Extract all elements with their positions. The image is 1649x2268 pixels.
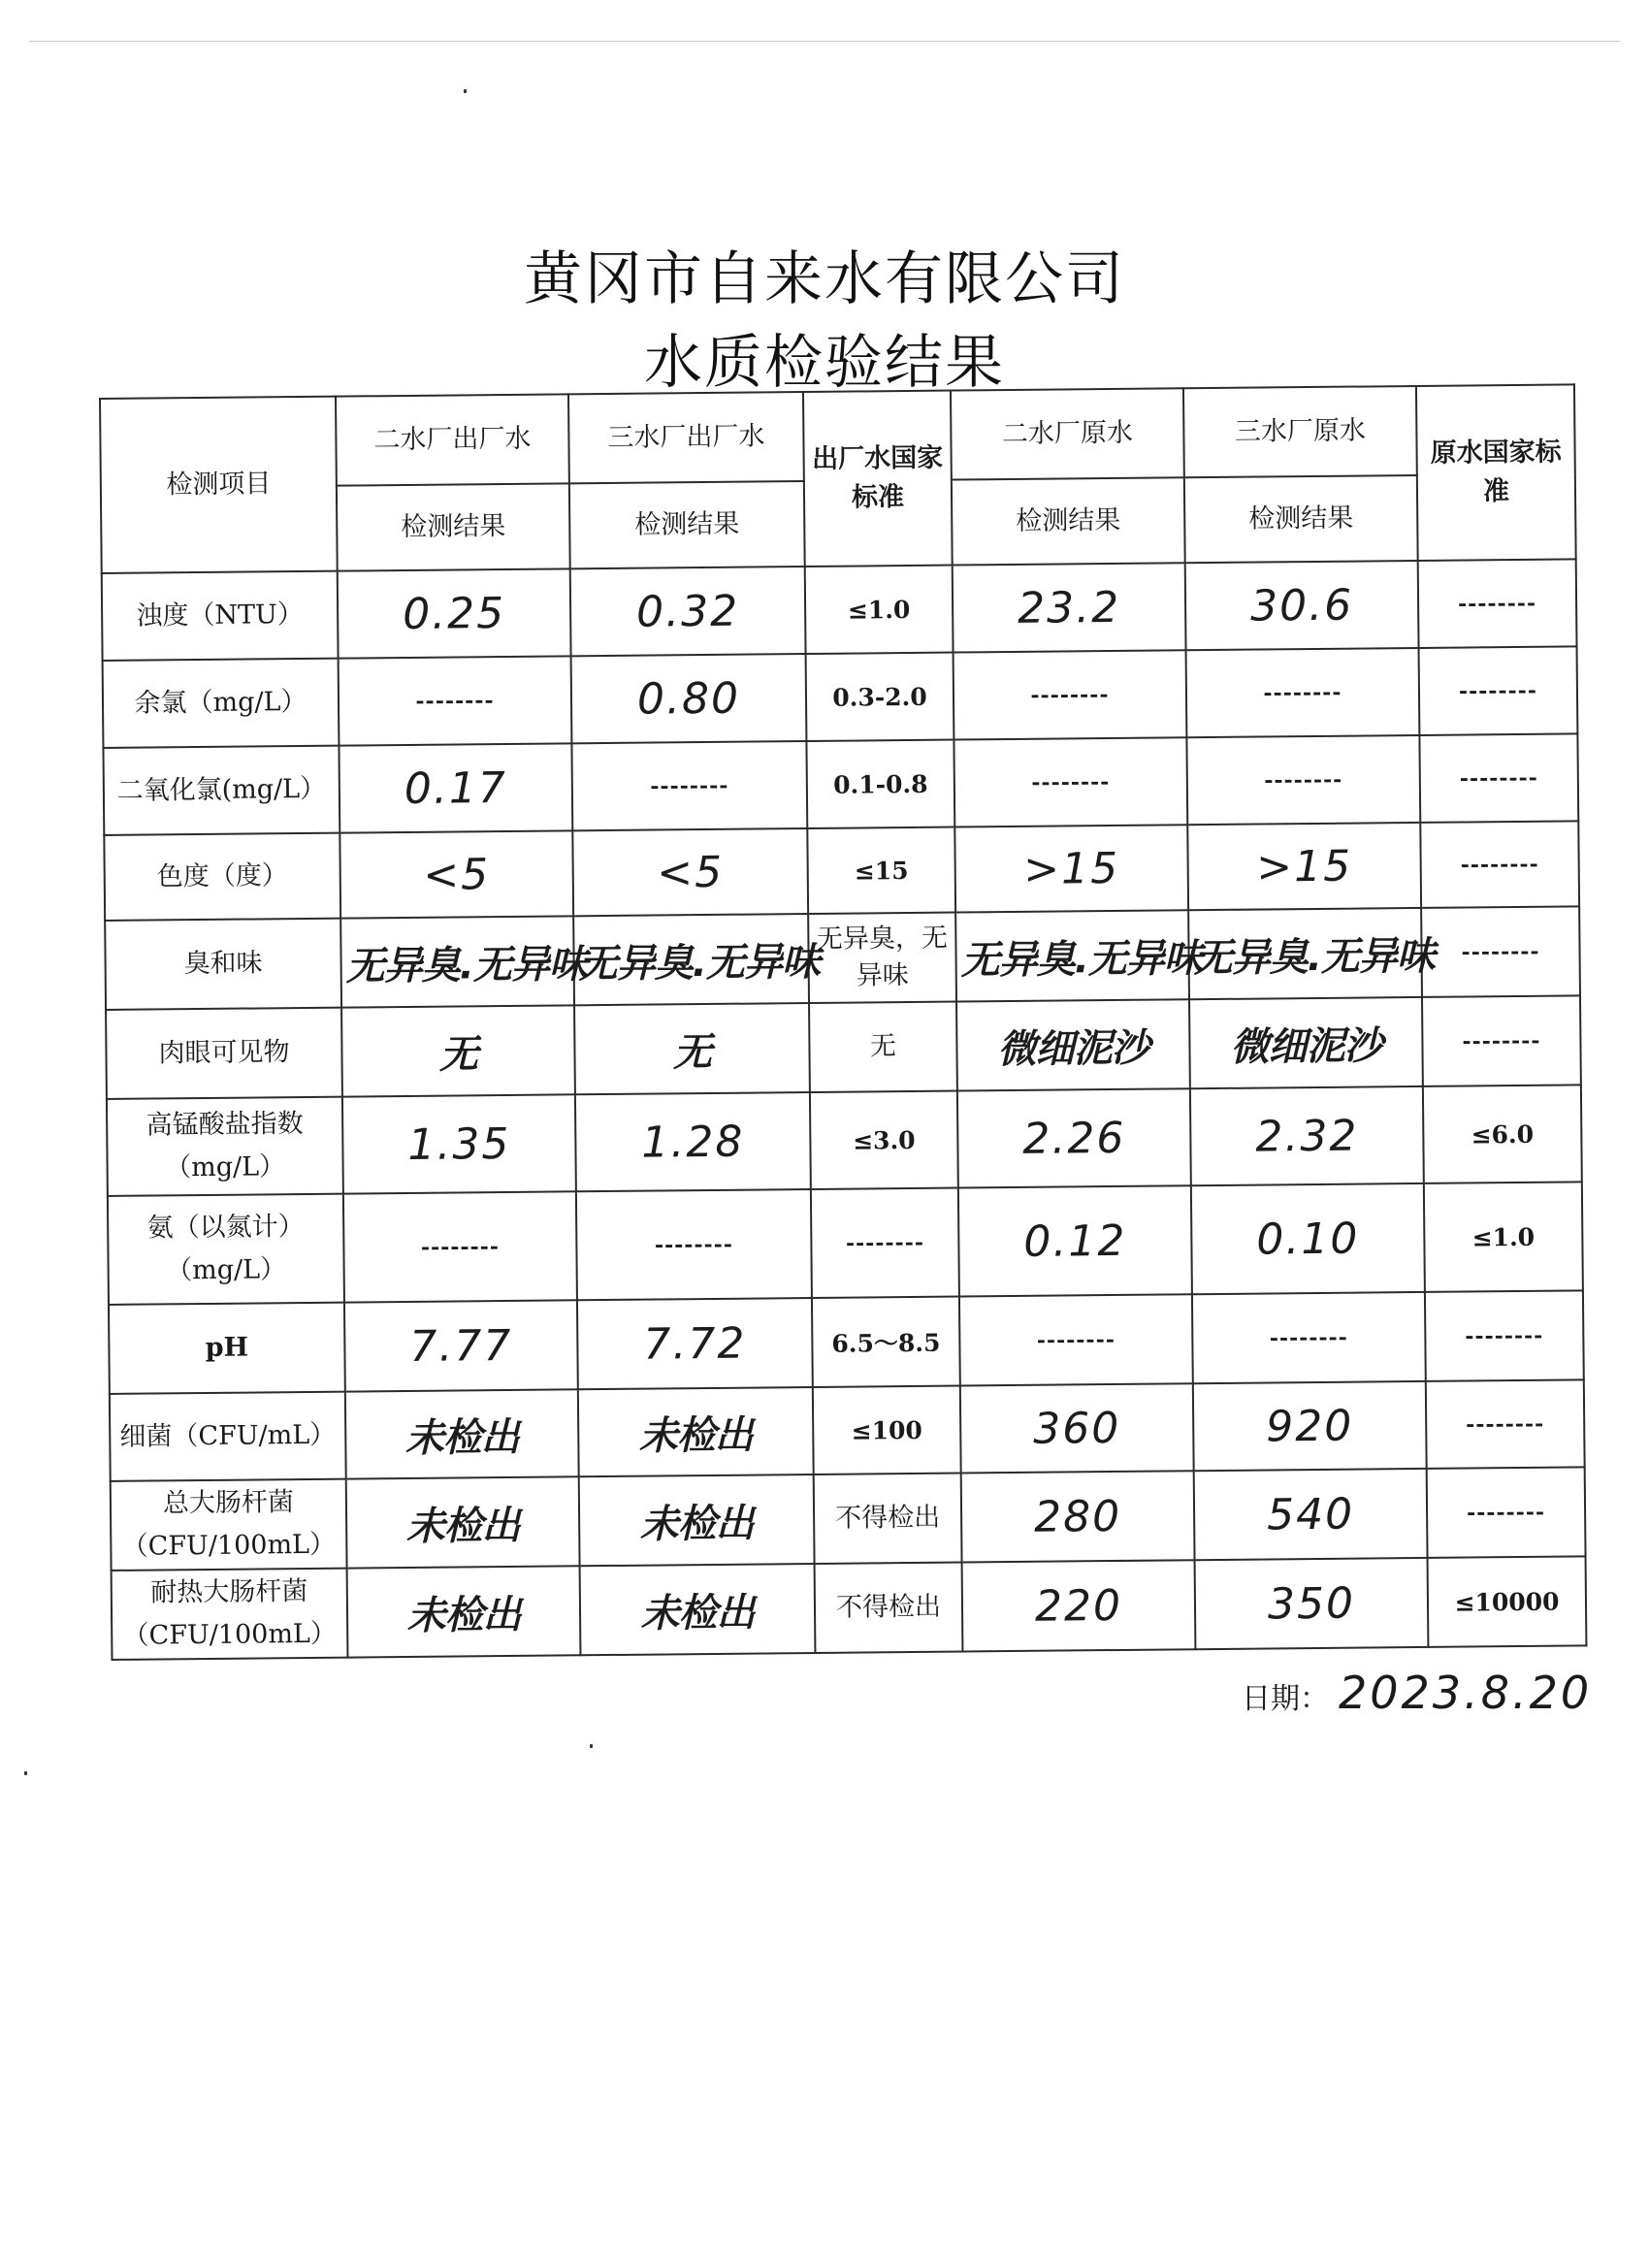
cell-value: 0.17 — [339, 743, 572, 832]
row-label: 细菌（CFU/mL） — [110, 1392, 346, 1481]
cell-value: 无异臭.无异味 — [573, 914, 809, 1005]
row-label: 色度（度） — [104, 833, 340, 921]
cell-standard: -------- — [1427, 1467, 1586, 1558]
cell-standard: 无异臭，无异味 — [808, 913, 956, 1003]
cell-value: 未检出 — [580, 1564, 816, 1655]
cell-standard: -------- — [1419, 646, 1578, 735]
table-row — [112, 1556, 1587, 1660]
row-label: 总大肠杆菌（CFU/100mL） — [111, 1479, 347, 1571]
row-label: 肉眼可见物 — [106, 1008, 342, 1099]
cell-value: 无异臭.无异味 — [340, 916, 574, 1007]
cell-value: <5 — [340, 830, 573, 918]
table-row — [108, 1182, 1583, 1305]
cell-value: 7.72 — [577, 1298, 813, 1389]
cell-standard: -------- — [1422, 995, 1581, 1086]
cell-standard: -------- — [811, 1188, 959, 1298]
cell-value: 0.80 — [571, 654, 807, 743]
cell-value: 0.12 — [958, 1185, 1192, 1296]
cell-value: 7.77 — [344, 1300, 578, 1391]
col-header: 出厂水国家标准 — [803, 391, 953, 567]
cell-value: 微细泥沙 — [956, 999, 1190, 1090]
cell-value: 无 — [341, 1005, 575, 1096]
cell-value: 无异臭.无异味 — [1188, 908, 1422, 999]
water-quality-table — [99, 383, 1587, 1661]
scan-speck — [590, 1744, 593, 1748]
cell-standard: 6.5～8.5 — [812, 1297, 960, 1387]
col-header: 二水厂出厂水 — [336, 394, 569, 485]
cell-standard: ≤1.0 — [805, 566, 954, 654]
cell-value: -------- — [959, 1294, 1193, 1385]
cell-value: 350 — [1195, 1558, 1429, 1649]
cell-standard: 不得检出 — [814, 1474, 962, 1564]
col-header: 三水厂原水 — [1183, 386, 1417, 477]
cell-standard: -------- — [1425, 1290, 1584, 1381]
cell-value: 2.32 — [1190, 1086, 1424, 1185]
table-row — [111, 1467, 1586, 1571]
row-label: 余氯（mg/L） — [103, 659, 340, 748]
cell-value: 360 — [960, 1383, 1194, 1473]
table-row — [106, 995, 1581, 1099]
cell-value: 未检出 — [346, 1476, 580, 1568]
cell-standard: ≤15 — [807, 827, 955, 914]
cell-standard: -------- — [1419, 733, 1578, 823]
cell-value: 0.32 — [570, 567, 806, 656]
cell-value: -------- — [954, 737, 1187, 826]
cell-value: 0.10 — [1191, 1183, 1425, 1294]
cell-value: -------- — [954, 650, 1187, 739]
cell-value: -------- — [343, 1191, 577, 1302]
cell-value: >15 — [954, 825, 1188, 912]
cell-standard: -------- — [1420, 821, 1579, 908]
scan-speck — [464, 89, 467, 93]
cell-value: 1.28 — [575, 1092, 811, 1191]
row-label: 耐热大肠杆菌（CFU/100mL） — [112, 1569, 348, 1660]
cell-value: 540 — [1194, 1469, 1428, 1560]
company-title: 黄冈市自来水有限公司 — [524, 245, 1125, 313]
table-row — [110, 1379, 1585, 1481]
col-subheader: 检测结果 — [1184, 475, 1418, 563]
cell-standard: ≤100 — [813, 1386, 961, 1474]
cell-standard: 0.1-0.8 — [806, 740, 954, 828]
date-value: 2023.8.20 — [1339, 1667, 1593, 1719]
cell-standard: ≤1.0 — [1424, 1182, 1583, 1292]
cell-value: 220 — [962, 1560, 1196, 1651]
table-row — [103, 733, 1578, 835]
cell-value: -------- — [1192, 1292, 1426, 1383]
report-date — [1242, 1667, 1592, 1719]
scan-speck — [24, 1771, 27, 1775]
row-label: 二氧化氯(mg/L） — [103, 746, 340, 835]
cell-standard: ≤10000 — [1428, 1556, 1587, 1647]
item-header: 检测项目 — [100, 397, 338, 573]
cell-value: 未检出 — [347, 1566, 581, 1657]
row-label: 臭和味 — [105, 919, 341, 1010]
table-row — [109, 1290, 1584, 1394]
cell-standard: 无 — [809, 1002, 957, 1092]
cell-value: 1.35 — [342, 1094, 576, 1193]
cell-value: 未检出 — [579, 1474, 815, 1566]
cell-standard: ≤6.0 — [1423, 1085, 1582, 1183]
cell-value: -------- — [571, 741, 807, 830]
cell-value: -------- — [339, 656, 572, 745]
table-row — [105, 906, 1580, 1010]
col-header: 二水厂原水 — [951, 388, 1184, 479]
cell-standard: -------- — [1418, 559, 1577, 648]
col-header: 三水厂出厂水 — [568, 392, 804, 483]
table-row — [103, 646, 1578, 748]
cell-value: 2.26 — [957, 1088, 1191, 1187]
cell-value: 30.6 — [1185, 561, 1419, 650]
col-subheader: 检测结果 — [952, 477, 1185, 565]
cell-standard: ≤3.0 — [810, 1091, 958, 1189]
cell-standard: -------- — [1421, 906, 1580, 997]
cell-value: 无异臭.无异味 — [955, 910, 1189, 1001]
cell-value: 23.2 — [953, 563, 1186, 652]
cell-value: 无 — [574, 1003, 810, 1094]
row-label: 高锰酸盐指数（mg/L） — [107, 1097, 343, 1196]
table-row — [107, 1085, 1582, 1196]
cell-value: 920 — [1193, 1381, 1427, 1471]
cell-value: 0.25 — [338, 568, 571, 658]
table-row — [104, 821, 1579, 921]
col-header: 原水国家标准 — [1416, 384, 1576, 561]
cell-standard: 0.3-2.0 — [806, 653, 954, 741]
cell-standard: 不得检出 — [815, 1563, 963, 1653]
row-label: 氨（以氮计）（mg/L） — [108, 1194, 344, 1305]
cell-value: 未检出 — [345, 1389, 579, 1478]
scan-edge-line — [29, 41, 1620, 42]
row-label: pH — [109, 1303, 345, 1394]
cell-value: 280 — [961, 1471, 1195, 1562]
cell-standard: -------- — [1426, 1379, 1585, 1469]
col-subheader: 检测结果 — [337, 483, 570, 570]
cell-value: -------- — [576, 1189, 812, 1300]
cell-value: <5 — [572, 828, 808, 916]
cell-value: -------- — [1186, 735, 1420, 825]
cell-value: 微细泥沙 — [1189, 997, 1423, 1088]
cell-value: >15 — [1187, 823, 1421, 910]
row-label: 浊度（NTU） — [102, 571, 339, 661]
report-title: 水质检验结果 — [644, 329, 1005, 397]
cell-value: -------- — [1186, 648, 1420, 737]
table-row — [102, 559, 1577, 661]
date-label: 日期： — [1242, 1682, 1329, 1716]
cell-value: 未检出 — [578, 1387, 814, 1476]
col-subheader: 检测结果 — [569, 481, 805, 568]
